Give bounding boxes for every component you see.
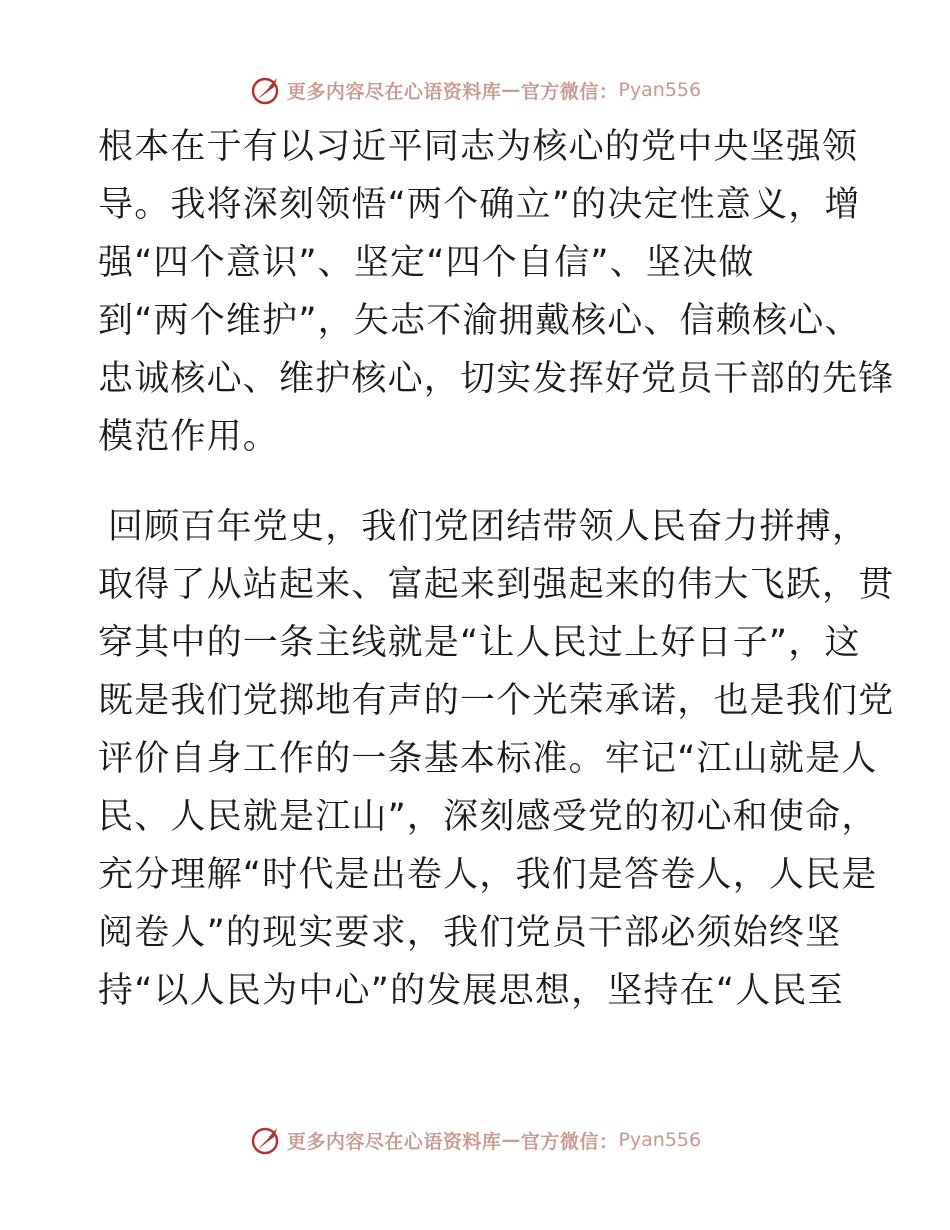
footer-wechat-id: Pyan556 bbox=[618, 1129, 702, 1151]
text-line: 取得了从站起来、富起来到强起来的伟大飞跃，贯 bbox=[98, 565, 895, 605]
footer-brand-text: 更多内容尽在心语资料库 bbox=[286, 1130, 502, 1153]
text-line: 忠诚核心、维护核心，切实发挥好党员干部的先锋 bbox=[98, 359, 895, 399]
footer-dash: — bbox=[501, 1129, 521, 1151]
text-line: 穿其中的一条主线就是“让人民过上好日子”，这 bbox=[98, 623, 861, 663]
text-line: 民、人民就是江山”，深刻感受党的初心和使命， bbox=[98, 797, 878, 837]
text-line: 评价自身工作的一条基本标准。牢记“江山就是人 bbox=[98, 739, 878, 779]
text-line: 既是我们党掷地有声的一个光荣承诺，也是我们党 bbox=[98, 681, 895, 721]
text-line: 阅卷人”的现实要求，我们党员干部必须始终坚 bbox=[98, 913, 842, 953]
header-wechat-label: 官方微信： bbox=[520, 80, 619, 103]
text-line: 导。我将深刻领悟“两个确立”的决定性意义，增 bbox=[98, 185, 861, 225]
paragraph-1 bbox=[98, 118, 895, 466]
quill-logo-icon bbox=[249, 1123, 283, 1157]
paragraph-2 bbox=[98, 498, 895, 1020]
paragraph-gap bbox=[98, 466, 858, 498]
text-line: 模范作用。 bbox=[98, 417, 280, 457]
header-watermark bbox=[0, 70, 950, 110]
quill-logo-icon bbox=[249, 73, 283, 107]
text-line: 充分理解“时代是出卷人，我们是答卷人，人民是 bbox=[98, 855, 878, 895]
footer-wechat-label: 官方微信： bbox=[520, 1130, 619, 1153]
header-dash: — bbox=[501, 79, 521, 101]
text-line: 持“以人民为中心”的发展思想，坚持在“人民至 bbox=[98, 971, 844, 1011]
text-line: 到“两个维护”，矢志不渝拥戴核心、信赖核心、 bbox=[98, 301, 861, 341]
text-line: 强“四个意识”、坚定“四个自信”、坚决做 bbox=[98, 243, 755, 283]
text-line: 根本在于有以习近平同志为核心的党中央坚强领 bbox=[98, 127, 859, 167]
document-body bbox=[98, 118, 895, 1020]
footer-watermark bbox=[0, 1120, 950, 1160]
header-brand-text: 更多内容尽在心语资料库 bbox=[286, 80, 502, 103]
header-wechat-id: Pyan556 bbox=[618, 79, 702, 101]
text-line: 回顾百年党史，我们党团结带领人民奋力拼搏， bbox=[108, 507, 869, 547]
